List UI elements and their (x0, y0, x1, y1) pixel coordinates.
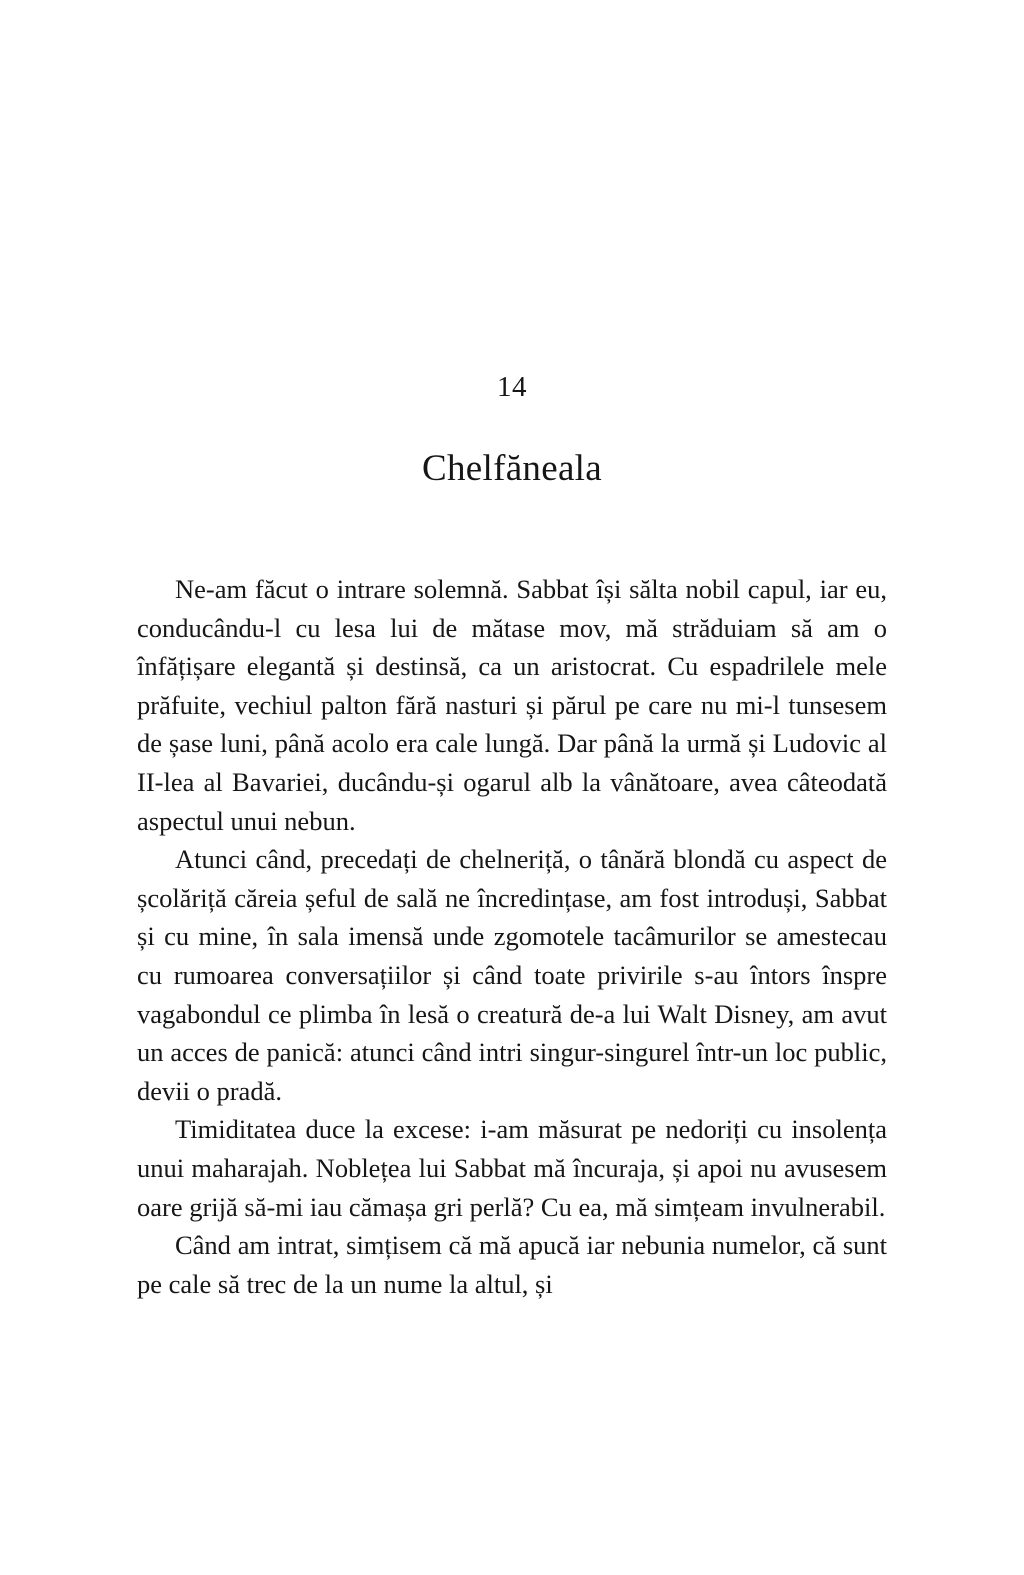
paragraph-2: Atunci când, precedați de chelneriță, o tânără blondă cu aspect de școlăriță căreia șeful de sală ne încredințase, am fost introduși, Sabbat și cu mine, în sala imensă unde zgomotele tacâmurilor se amestecau cu rumoarea conversațiilor și când toate privirile s-au întors înspre vagabondul ce plimba în lesă o creatură de-a lui Walt Disney, am avut un acces de panică: atunci când intri singur-singurel într-un loc public, devii o pradă. (137, 844, 887, 1106)
paragraph-3: Timiditatea duce la excese: i-am măsurat pe nedoriți cu insolența unui maharajah. Noblețea lui Sabbat mă încuraja, și apoi nu avusesem oare grijă să-mi iau cămașa gri perlă? Cu ea, mă simțeam invulnerabil. (137, 1114, 887, 1222)
body-text (137, 570, 887, 1303)
chapter-title: Chelfăneala (422, 448, 602, 489)
paragraph-1: Ne-am făcut o intrare solemnă. Sabbat își sălta nobil capul, iar eu, conducându-l cu lesa lui de mătase mov, mă străduiam să am o înfățișare elegantă și destinsă, ca un aristocrat. Cu espadrilele mele prăfuite, vechiul palton fără nasturi și părul pe care nu mi-l tunsesem de șase luni, până acolo era cale lungă. Dar până la urmă și Ludovic al II-lea al Bavariei, ducându-și ogarul alb la vânătoare, avea câteodată aspectul unui nebun. (137, 574, 887, 836)
paragraph-4: Când am intrat, simțisem că mă apucă iar nebunia numelor, că sunt pe cale să trec de la un nume la altul, și (137, 1230, 887, 1299)
chapter-number: 14 (497, 371, 527, 403)
